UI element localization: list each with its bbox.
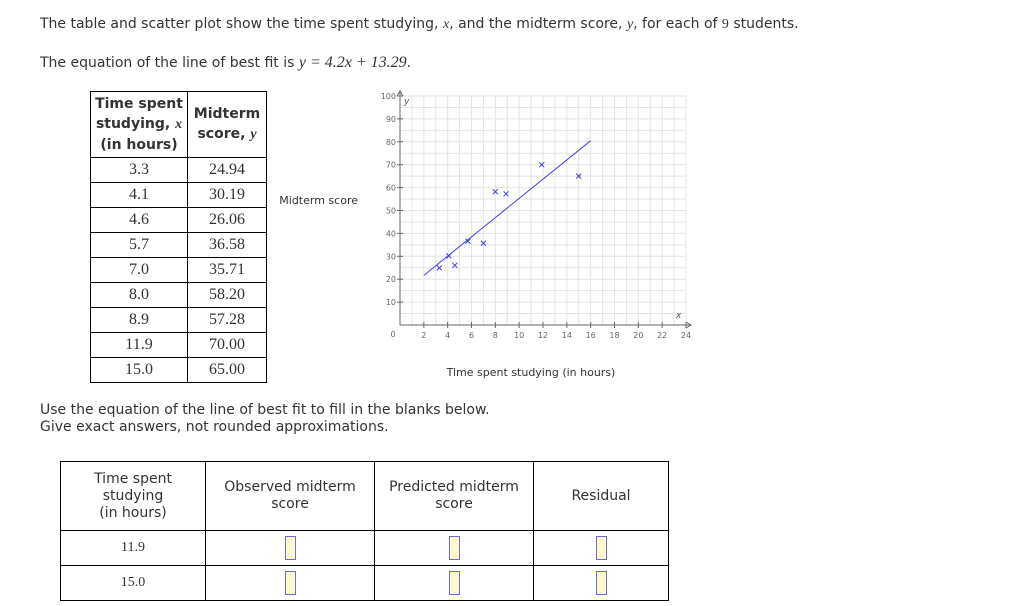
cell-time: 5.7 [91,233,188,258]
residual-cell [534,566,669,601]
cell-score: 26.06 [188,208,267,233]
student-count: 9 [721,17,729,32]
x-tick-label: 12 [537,331,549,340]
origin-label: 0 [390,330,396,339]
answer-row [61,566,669,601]
intro-text-2: , and the midterm score, [449,16,627,32]
x-tick-label: 8 [492,331,498,340]
y-tick-label: 10 [385,298,396,308]
predicted-input[interactable] [449,536,460,560]
hdr-time-2: studying [102,487,164,504]
chart-axes [397,91,691,328]
hdr-time-3: (in hours) [99,504,167,521]
header-y-line2: score, [197,126,251,142]
x-tick-label: 18 [609,331,620,340]
cell-score: 35.71 [188,258,267,283]
cell-score: 24.94 [188,158,267,183]
x-tick-label: 4 [445,331,451,340]
intro-text-1: The table and scatter plot show the time spent studying, [40,16,443,32]
observed-input[interactable] [285,571,296,595]
cell-time: 4.1 [91,183,188,208]
y-axis-var: y [404,97,410,107]
header-y-line1: Midterm [193,106,261,122]
predicted-cell [375,566,534,601]
var-y: y [626,17,634,32]
y-tick-label: 100 [380,92,396,101]
cell-score: 30.19 [188,183,267,208]
header-y-var: y [250,127,257,142]
residual-input[interactable] [596,536,607,560]
scatter-points [437,162,581,270]
answer-time-cell: 11.9 [61,531,206,566]
answer-time-cell: 15.0 [61,566,206,601]
cell-time: 11.9 [91,333,188,358]
cell-score: 70.00 [188,333,267,358]
header-observed [206,462,375,531]
cell-score: 36.58 [188,233,267,258]
header-residual [534,462,669,531]
equation-suffix: . [406,55,412,71]
var-x: x [442,17,450,32]
cell-time: 8.0 [91,283,188,308]
x-tick-label: 2 [421,331,427,340]
hdr-obs-2: score [271,496,309,512]
hdr-res-1: Residual [571,487,631,504]
answer-table [60,461,669,601]
equation-formula: y = 4.2x + 13.29 [298,54,407,71]
data-point [504,191,509,196]
cell-time: 8.9 [91,308,188,333]
y-tick-label: 90 [385,114,396,124]
instructions-line1: Use the equation of the line of best fit to fill in the blanks below. [40,402,490,418]
instructions-line2: Give exact answers, not rounded approximations. [40,419,389,435]
data-point [452,263,457,268]
cell-time: 4.6 [91,208,188,233]
hdr-pred-2: score [435,496,473,512]
observed-cell [206,566,375,601]
observed-cell [206,531,375,566]
cell-time: 7.0 [91,258,188,283]
intro-text-4: students. [728,16,799,32]
residual-input[interactable] [596,571,607,595]
y-axis-label: Midterm score [279,194,358,207]
x-tick-label: 22 [657,331,668,340]
chart-ticks [381,92,691,340]
y-tick-label: 40 [385,229,396,239]
x-tick-label: 24 [680,331,692,340]
predicted-cell [375,531,534,566]
x-tick-label: 20 [633,331,644,340]
x-tick-label: 14 [561,331,572,340]
cell-score: 57.28 [188,308,267,333]
hdr-obs-1: Observed midterm [224,479,356,495]
predicted-input[interactable] [449,571,460,595]
cell-time: 3.3 [91,158,188,183]
cell-score: 65.00 [188,358,267,383]
y-tick-label: 50 [385,206,396,216]
y-tick-label: 80 [385,137,396,147]
x-tick-label: 10 [514,331,525,340]
y-tick-label: 60 [385,183,396,193]
y-tick-label: 70 [385,160,396,170]
answer-row [61,531,669,566]
intro-text-3: , for each of [633,16,722,32]
observed-input[interactable] [285,536,296,560]
header-predicted [375,462,534,531]
hdr-time-1: Time spent [94,470,172,487]
cell-score: 58.20 [188,283,267,308]
header-x-line1: Time spent [95,96,183,112]
x-tick-label: 6 [468,331,475,340]
x-axis-var: x [676,311,682,321]
x-tick-label: 16 [585,331,596,340]
residual-cell [534,531,669,566]
equation-label: The equation of the line of best fit is [40,55,299,71]
x-axis-label: Time spent studying (in hours) [446,366,616,379]
instructions [40,402,490,436]
y-tick-label: 30 [385,252,396,262]
chart-grid [400,96,686,325]
header-x-line2: studying, [95,116,176,132]
header-time-studying [61,462,206,531]
y-tick-label: 20 [385,275,396,285]
header-x-line3: (in hours) [100,137,178,153]
hdr-pred-1: Predicted midterm [389,479,519,495]
cell-time: 15.0 [91,358,188,383]
header-x-var: x [175,117,183,132]
